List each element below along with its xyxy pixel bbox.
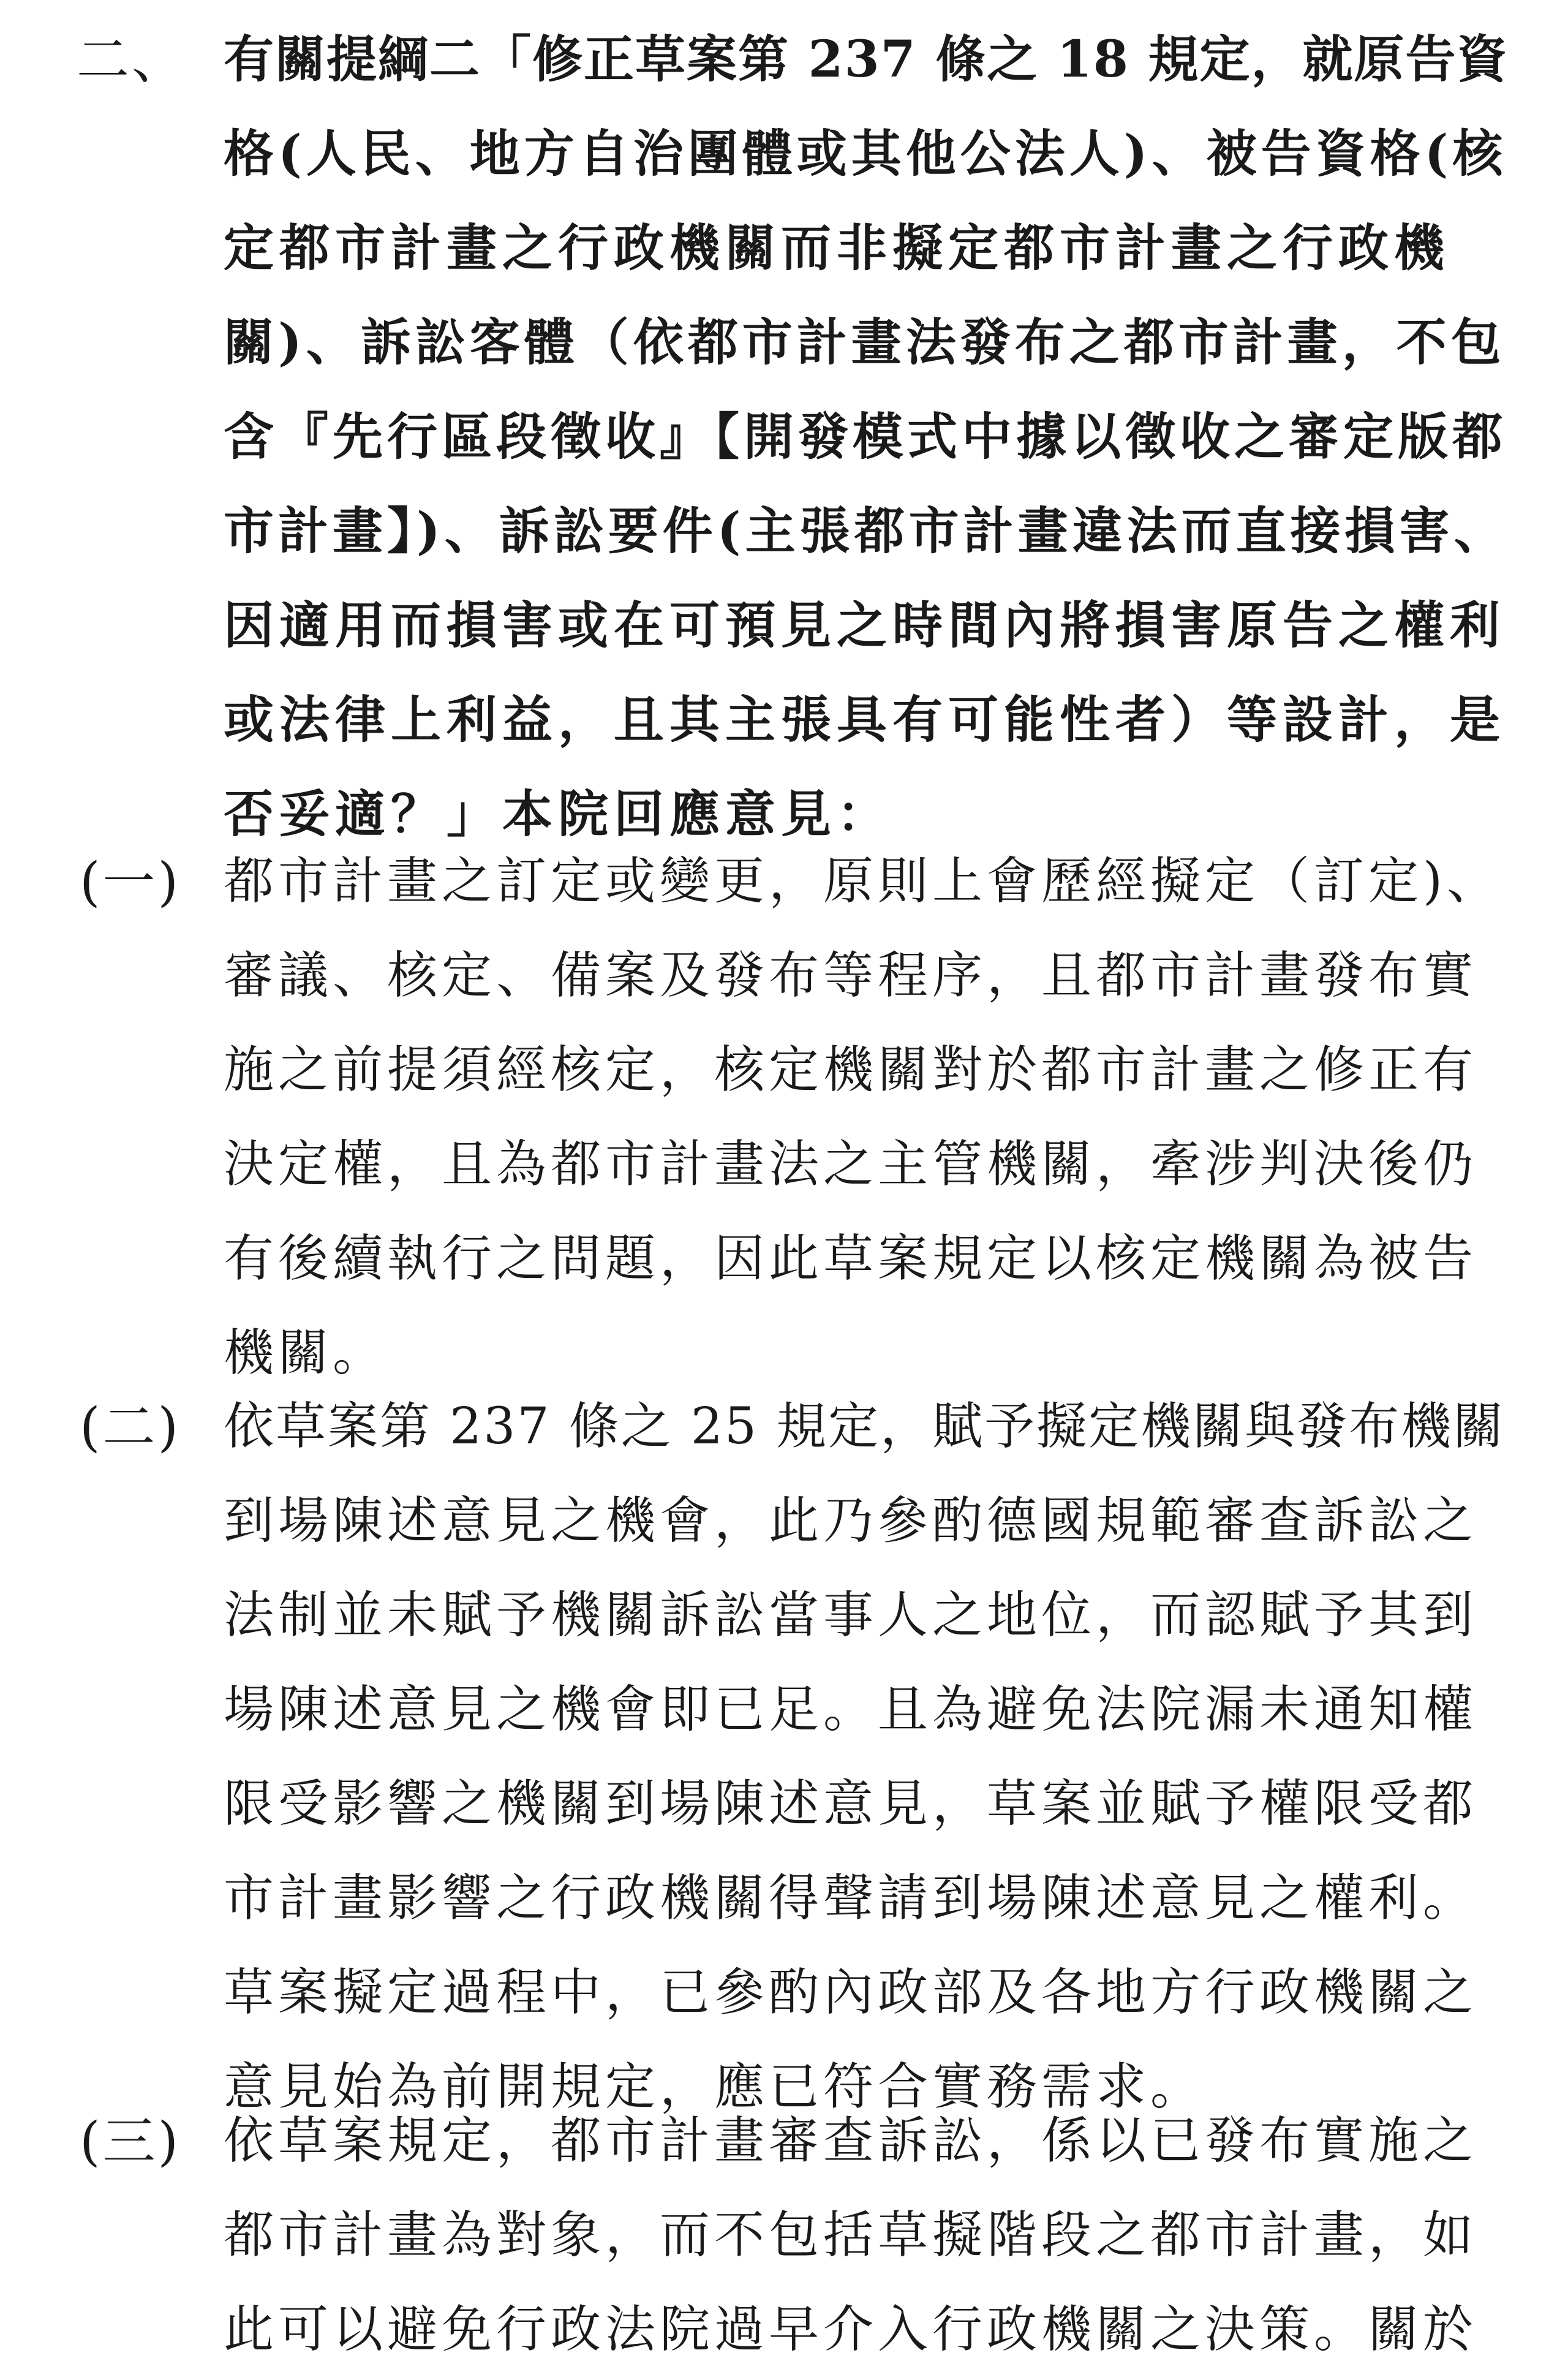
- text-line: 草案擬定過程中，已參酌內政部及各地方行政機關之: [224, 1963, 1478, 2022]
- item-3-marker: (三): [80, 2111, 181, 2172]
- text-line: 依草案規定，都市計畫審查訴訟，係以已發布實施之: [224, 2112, 1478, 2170]
- text-line: 關)、訴訟客體（依都市計畫法發布之都市計畫，不包: [224, 313, 1506, 372]
- item-2-text: [224, 1380, 1516, 2134]
- text-line: 法制並未賦予機關訴訟當事人之地位，而認賦予其到: [224, 1586, 1478, 1644]
- text-line: 限受影響之機關到場陳述意見，草案並賦予權限受都: [224, 1775, 1478, 1833]
- text-line: 有後續執行之問題，因此草案規定以核定機關為被告: [224, 1230, 1478, 1288]
- text-line: 市計畫】)、訴訟要件(主張都市計畫違法而直接損害、: [224, 502, 1509, 561]
- item-1-marker: (一): [80, 852, 181, 913]
- item-2-marker: (二): [80, 1397, 181, 1458]
- text-line: 施之前提須經核定，核定機關對於都市計畫之修正有: [224, 1041, 1478, 1099]
- text-line: 有關提綱二「修正草案第 237 條之 18 規定，就原告資: [224, 30, 1509, 89]
- text-line: 決定權，且為都市計畫法之主管機關，牽涉判決後仍: [224, 1135, 1478, 1193]
- text-line: 市計畫影響之行政機關得聲請到場陳述意見之權利。: [224, 1869, 1478, 1927]
- text-line: 或法律上利益，且其主張具有可能性者）等設計，是: [224, 690, 1506, 749]
- item-1-text: [224, 834, 1516, 1400]
- section-2-text: [224, 12, 1516, 861]
- text-line: 到場陳述意見之機會，此乃參酌德國規範審查訴訟之: [224, 1492, 1478, 1550]
- text-line: 都市計畫之訂定或變更，原則上會歷經擬定（訂定)、: [224, 852, 1501, 910]
- text-line: 此可以避免行政法院過早介入行政機關之決策。關於: [224, 2300, 1478, 2359]
- text-line: 場陳述意見之機會即已足。且為避免法院漏未通知權: [224, 1680, 1478, 1739]
- section-2-marker: 二、: [77, 29, 187, 91]
- text-line: 因適用而損害或在可預見之時間內將損害原告之權利: [224, 596, 1506, 655]
- text-line: 都市計畫為對象，而不包括草擬階段之都市計畫，如: [224, 2206, 1478, 2264]
- text-line: 定都市計畫之行政機關而非擬定都市計畫之行政機: [224, 219, 1450, 278]
- text-line: 意見始為前開規定，應已符合實務需求。: [224, 2058, 1205, 2116]
- text-line: 含『先行區段徵收』【開發模式中據以徵收之審定版都: [224, 407, 1507, 466]
- text-line: 否妥適？」本院回應意見：: [224, 785, 893, 844]
- text-line: 審議、核定、備案及發布等程序，且都市計畫發布實: [224, 947, 1478, 1005]
- text-line: 機關。: [224, 1324, 388, 1382]
- text-line: 依草案第 237 條之 25 規定，賦予擬定機關與發布機關: [224, 1397, 1506, 1456]
- text-line: 格(人民、地方自治團體或其他公法人)、被告資格(核: [224, 124, 1507, 183]
- item-3-text: [224, 2094, 1516, 2377]
